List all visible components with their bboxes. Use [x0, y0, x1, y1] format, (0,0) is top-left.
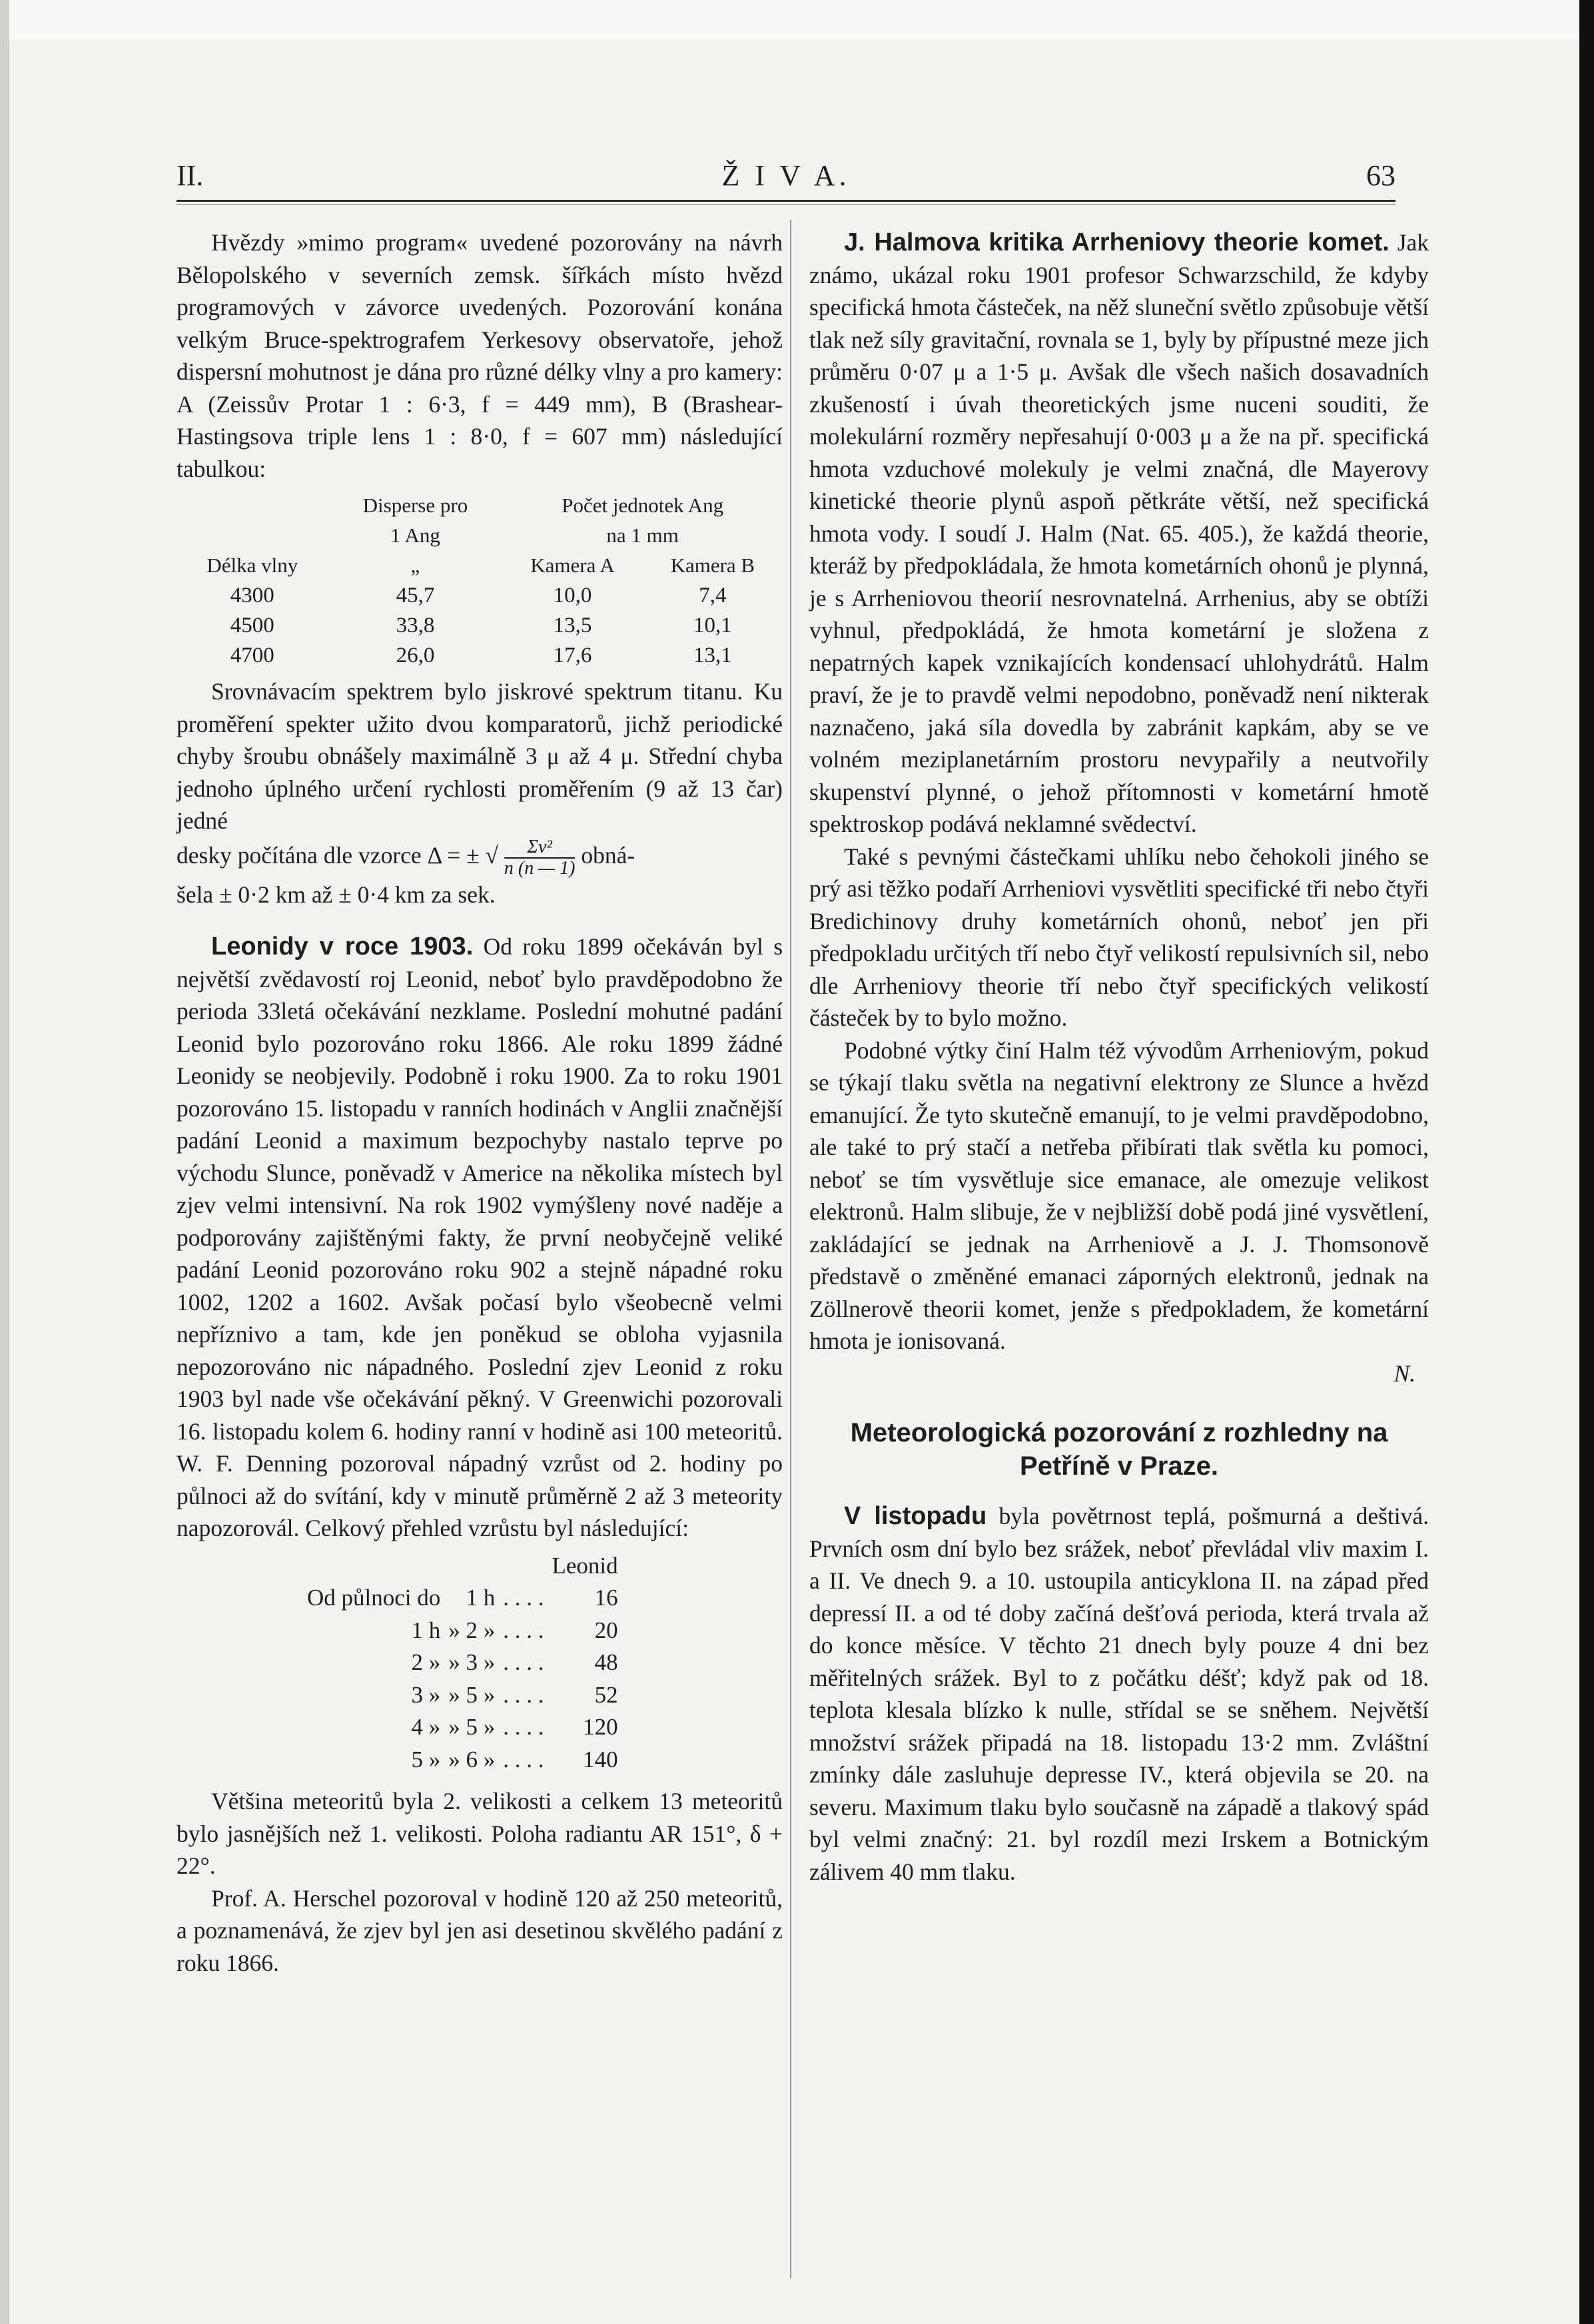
table-header-cell: Disperse pro — [362, 494, 468, 517]
table-row — [303, 1582, 622, 1615]
table-cell: . . . . — [503, 1617, 544, 1643]
table-header-row — [303, 1550, 622, 1583]
table-header-cell: Počet jednotek Ang — [562, 494, 724, 517]
scan-margin-left — [0, 0, 9, 2324]
spacer — [177, 911, 783, 931]
table-cell: 4700 — [230, 643, 274, 667]
halm-paragraph-2: Také s pevnými částečkami uhlíku nebo čehokoli jiného se prý asi těžko podaří Arrheniovi vysvětliti specifické tři nebo čtyři Bredichinovy druhy kometárních ohonů, neboť jen při předpokladu určitých tří nebo čtyř velikostí repulsivních sil, nebo dle Arrheniovy theorie tří nebo čtyř specifických velikostí částeček by to bylo možno. — [809, 843, 1429, 1031]
page-header — [177, 159, 1395, 198]
journal-title: Ž I V A. — [721, 159, 851, 192]
table-header-cell: Délka vlny — [206, 554, 298, 577]
table-cell: 3 » — [411, 1681, 441, 1708]
table-cell: 45,7 — [396, 583, 435, 607]
table-cell: 48 — [594, 1649, 618, 1675]
table-row — [177, 579, 783, 609]
table-cell: 26,0 — [396, 643, 435, 667]
table-cell: 20 — [594, 1617, 618, 1643]
formula-tail: šela ± 0·2 km až ± 0·4 km za sek. — [177, 881, 496, 908]
leonids-paragraph — [177, 931, 783, 1545]
table-header-cell — [177, 489, 328, 519]
table-cell: » 3 » — [448, 1649, 496, 1675]
herschel-paragraph: Prof. A. Herschel pozoroval v hodině 120 až 250 meteoritů, a poznamenává, že zjev byl jen asi desetinou skvělého padání z roku 1866. — [177, 1884, 783, 1976]
volume-number: II. — [177, 159, 204, 192]
table-cell: 5 » — [411, 1746, 441, 1772]
table-cell: 4300 — [230, 583, 274, 607]
leonid-table — [303, 1550, 622, 1776]
table-cell: . . . . — [503, 1585, 544, 1611]
formula-prefix: desky počítána dle vzorce Δ = ± √ — [177, 841, 499, 869]
table-header-cell — [177, 519, 328, 549]
table-header-cell: na 1 mm — [606, 524, 679, 547]
table-cell: 10,0 — [553, 583, 592, 607]
table-cell: » 5 » — [448, 1714, 496, 1740]
formula-fraction — [504, 837, 576, 879]
table-cell: 13,5 — [553, 613, 592, 637]
meteorology-heading: Meteorologická pozorování z rozhledny na Petříně v Praze. — [850, 1418, 1388, 1481]
table-cell: 17,6 — [553, 643, 592, 667]
right-column — [809, 226, 1429, 1888]
left-column — [177, 226, 783, 1979]
table-cell: . . . . — [503, 1746, 544, 1772]
leonids-text: Od roku 1899 očekáván byl s největší zvědavostí roj Leonid, neboť bylo pravděpodobno že perioda 33letá očekávání nezklame. Poslední mohutné padání Leonid bylo pozorováno roku 1866. Ale roku 1899 žádné Leonidy se neobjevily. Podobně i roku 1900. Za to roku 1901 pozorováno 15. listopadu v ranních hodinách v Anglii značnější padání Leonid a maximum bezpochyby nastalo teprve po východu Slunce, poněvadž v Americe na několika místech byl zjev velmi intensivní. Na rok 1902 vymýšleny nové naděje a podporovány zajištěnými fakty, že první neobyčejně veliké padání Leonid pozorováno roku 902 a stejně nápadné roku 1002, 1202 a 1602. Avšak počasí bylo všeobecně velmi nepříznivo a tam, kde jen poněkud se obloha vyjasnila nepozorováno nic nápadného. Poslední zjev Leonid z roku 1903 byl nade vše očekávání pěkný. V Greenwichi pozorovali 16. listopadu kolem 6. hodiny ranní v hodině asi 100 meteoritů. W. F. Denning pozoroval nápadný vzrůst od 2. hodiny po půlnoci až do svítání, kdy v minutě průměrně 2 až 3 meteority napozorovál. Celkový přehled vzrůstu byl následující: — [177, 933, 783, 1541]
table-row — [303, 1647, 622, 1679]
table-cell: 140 — [583, 1746, 618, 1772]
header-rule — [177, 200, 1395, 202]
intro-paragraph: Hvězdy »mimo program« uvedené pozorovány na návrh Bělopolského v severních zemsk. šířkách místo hvězd programových v závorce uvedených. Pozorování konána velkým Bruce-spektrografem Yerkesovy observatoře, jehož dispersní mohutnost je dána pro různé délky vlny a pro kamery: A (Zeissův Protar 1 : 6·3, f = 449 mm), B (Brashear-Hastingsova triple lens 1 : 8·0, f = 607 mm) následující tabulkou: — [177, 229, 783, 482]
table-cell: 16 — [594, 1585, 618, 1611]
dispersion-table — [177, 489, 783, 669]
halm-text: Jak známo, ukázal roku 1901 profesor Schwarzschild, že kdyby specifická hmota částeček, na něž sluneční světlo způsobuje větší tlak než síly gravitační, rovnala se 1, byly by přípustné meze jich průměru 0·07 μ a 1·5 μ. Avšak dle všech našich dosavadních zkušeností i úvah theoretických jsme nuceni souditi, že molekulární rozměry nepřesahují 0·003 μ a že na př. specifická hmota vzduchové molekuly je velmi značná, dle Mayerovy kinetické theorie plynů aspoň pětkráte větší, než specifická hmota vody. I soudí J. Halm (Nat. 65. 405.), že každá theorie, kteráž by předpokládala, že hmota kometárních ohonů je plynná, je s Arrheniovou theorií nesrovnatelná. Arrhenius, aby se obtíži vyhnul, předpokládá, že hmota kometární je složena z nepatrných kapek vznikajících kondensací uhlohydrátů. Halm praví, že je to pravdě velmi nepodobno, poněvadž není nikterak naznačeno, jaká síla dovedla by zabránit kapkám, aby se ve volném meziplanetárním prostoru nevypařily a neutvořily skupenství plynné, o jehož přítomnosti v kometární hmotě spektroskop podává neklamné svědectví. — [809, 229, 1429, 837]
meteor-magnitude-paragraph: Většina meteoritů byla 2. velikosti a celkem 13 meteoritů bylo jasnějších než 1. velikosti. Poloha radiantu AR 151°, δ + 22°. — [177, 1788, 783, 1879]
table-cell: 1 h — [466, 1585, 496, 1611]
table-cell: 7,4 — [699, 583, 727, 607]
table-cell: » 6 » — [448, 1746, 496, 1772]
scan-margin-right — [1579, 0, 1594, 2324]
halm-paragraph — [809, 226, 1429, 841]
column-divider — [790, 220, 791, 2278]
table-row — [177, 609, 783, 639]
table-cell: Od půlnoci do — [307, 1585, 441, 1611]
table-header-cell: „ — [410, 554, 420, 577]
halm-paragraph-3: Podobné výtky činí Halm též vývodům Arrheniovým, pokud se týkají tlaku světla na negativní elektrony ze Slunce a hvězd emanující. Že tyto skutečně emanují, to je velmi pravděpodobno, ale také to prý stačí a netřeba přibírati tlak světla ku pomoci, neboť se tím vysvětluje sice emanace, ale omezuje velikost elektronů. Halm slibuje, že v nejbližší době podá jiné vysvětlení, zakládající se jednak na Arrheniově a J. J. Thomsonově představě o změněné emanaci záporných elektronů, jednak na Zöllnerově theorii komet, jenže s předpokladem, že kometární hmota je ionisovaná. — [809, 1036, 1429, 1354]
page-number: 63 — [1366, 159, 1395, 192]
table-cell: . . . . — [503, 1681, 544, 1708]
table-row — [303, 1615, 622, 1647]
table-row — [303, 1679, 622, 1712]
table-header-cell: Kamera B — [670, 554, 755, 577]
table-cell: 10,1 — [693, 613, 732, 637]
table-cell: » 2 » — [448, 1617, 496, 1643]
table-cell: 2 » — [411, 1649, 441, 1675]
formula-line — [177, 837, 783, 879]
formula-suffix: obná- — [581, 841, 635, 869]
table-cell: 4500 — [230, 613, 274, 637]
table-cell: . . . . — [503, 1649, 544, 1675]
formula-denominator: n (n — 1) — [504, 857, 576, 879]
table-cell: 13,1 — [693, 643, 732, 667]
comparison-paragraph: Srovnávacím spektrem bylo jiskrové spektrum titanu. Ku proměření spekter užito dvou komparatorů, jichž periodické chyby šroubu obnášely maximálně 3 μ až 4 μ. Střední chyba jednoho úplného určení rychlosti proměřením (9 až 13 čar) jedné — [177, 678, 783, 834]
formula-numerator: Σv² — [504, 837, 576, 859]
meteorology-lead: V listopadu — [844, 1502, 987, 1530]
author-signature: N. — [1394, 1359, 1415, 1387]
meteorology-text: byla povětrnost teplá, pošmurná a deštivá. Prvních osm dní bylo bez srážek, neboť převládal vliv maxim I. a II. Ve dnech 9. a 10. ustoupila anticyklona II. na západ před depressí II. a od té doby začíná dešťová perioda, která trvala až do konce měsíce. V těchto 21 dnech byly pouze 4 dni bez měřitelných srážek. Byl to z počátku déšť; když pak od 18. teplota klesala blízko k nulle, střídal se se sněhem. Největší množství srážek připadá na 18. listopadu 13·2 mm. Zvláštní zmínky dále zasluhuje depresse IV., která objevila se 20. na severu. Maximum tlaku bylo současně na západě a tlakový spád byl velmi značný: 21. byl rozdíl mezi Irskem a Botnickým zálivem 40 mm tlaku. — [809, 1503, 1429, 1885]
table-header-row — [177, 549, 783, 579]
table-row — [303, 1711, 622, 1744]
table-cell: 120 — [583, 1714, 618, 1740]
table-cell: 1 h — [411, 1617, 441, 1643]
scan-margin-top — [0, 0, 1594, 40]
table-cell: 33,8 — [396, 613, 435, 637]
halm-heading: J. Halmova kritika Arrheniovy theorie komet. — [844, 228, 1390, 256]
table-header-cell: Kamera A — [530, 554, 615, 577]
table-cell: 52 — [594, 1681, 618, 1708]
table-header-cell: Leonid — [552, 1552, 618, 1579]
table-row — [303, 1744, 622, 1776]
table-cell: . . . . — [503, 1714, 544, 1740]
table-cell: » 5 » — [448, 1681, 496, 1708]
leonids-heading: Leonidy v roce 1903. — [211, 933, 474, 961]
table-header-row — [177, 489, 783, 519]
meteorology-paragraph — [809, 1500, 1429, 1888]
table-header-row — [177, 519, 783, 549]
table-cell: 4 » — [411, 1714, 441, 1740]
table-row — [177, 639, 783, 669]
table-header-cell: 1 Ang — [390, 524, 440, 547]
